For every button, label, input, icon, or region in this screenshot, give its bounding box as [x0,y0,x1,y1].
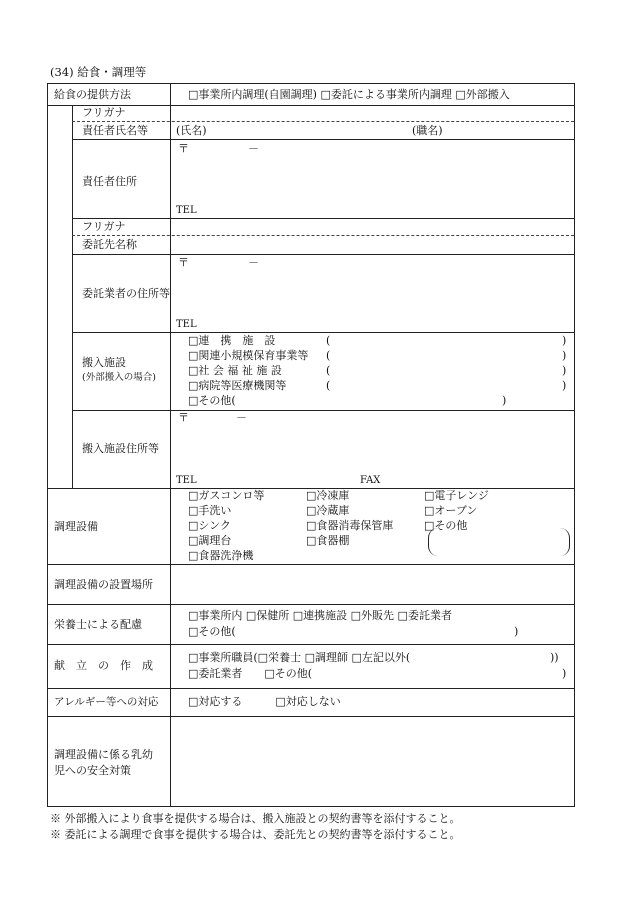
paren-close: ) [562,379,567,392]
allergy-options[interactable]: □対応する □対応しない [188,695,341,708]
postal-mark: 〒 [178,411,189,424]
equipment-option[interactable]: □冷蔵庫 [306,504,350,517]
equipment-option[interactable]: □オーブン [424,504,478,517]
delivery-option[interactable]: □社 会 福 祉 施 設 [188,364,282,377]
equipment-option[interactable]: □電子レンジ [424,489,489,502]
menu-options-staff[interactable]: □事業所職員(□栄養士 □調理師 □左記以外( [188,651,411,664]
manager-name-label: 責任者氏名等 [82,124,148,137]
provision-options[interactable]: □事業所内調理(自園調理) □委託による事業所内調理 □外部搬入 [188,88,510,101]
paren-close: )) [550,651,559,664]
row-divider [72,235,574,236]
footnote-external: ※ 外部搬入により食事を提供する場合は、搬入施設との契約書等を添付すること。 [50,812,461,825]
tel-label: TEL [176,205,197,216]
delivery-option[interactable]: □関連小規模保育事業等 [188,349,309,362]
row-divider [72,254,574,255]
row-divider [48,716,574,717]
equipment-option[interactable]: □食器洗浄機 [188,549,254,562]
equipment-option[interactable]: □食器消毒保管庫 [306,519,394,532]
label-column-divider [170,84,171,806]
nutritionist-other[interactable]: □その他( [188,625,236,638]
nutritionist-label: 栄養士による配慮 [54,618,142,631]
paren-close: ) [562,349,567,362]
manager-position-field[interactable]: (職名) [412,124,443,137]
furigana-label-manager: フリガナ [82,106,126,119]
manager-address-label: 責任者住所 [82,175,137,188]
allergy-label: アレルギー等への対応 [54,696,159,708]
row-divider [48,644,574,645]
tel-label: TEL [176,319,197,330]
postal-dash: － [248,256,259,269]
equipment-option[interactable]: □食器棚 [306,534,350,547]
postal-mark: 〒 [178,256,189,269]
sub-column-divider [72,106,73,488]
menu-options-contractor[interactable]: □委託業者 □その他( [188,667,313,680]
delivery-option[interactable]: □連 携 施 設 [188,334,276,347]
row-divider [48,604,574,605]
delivery-option[interactable]: □その他( [188,394,236,407]
postal-dash: － [248,142,259,155]
paren-close: ) [514,625,519,638]
postal-dash: － [236,411,247,424]
postal-mark: 〒 [178,142,189,155]
row-divider [72,218,574,219]
contractor-label: 委託先名称 [82,238,137,251]
paren-close: ) [562,667,567,680]
paren-open: ( [326,379,331,392]
row-divider [48,105,574,106]
paren-close: ) [562,334,567,347]
row-divider [72,139,574,140]
row-divider [48,688,574,689]
provision-label: 給食の提供方法 [54,88,131,101]
page-title: (34) 給食・調理等 [50,65,147,79]
footnote-contract: ※ 委託による調理で食事を提供する場合は、委託先との契約書等を添付すること。 [50,828,461,841]
row-divider [72,332,574,333]
paren-close: ) [562,364,567,377]
row-divider [72,121,574,122]
paren-close: ) [502,394,507,407]
equipment-option[interactable]: □手洗い [188,504,232,517]
menu-label: 献 立 の 作 成 [54,659,153,672]
row-divider [72,410,574,411]
delivery-facility-sublabel: (外部搬入の場合) [82,372,156,383]
safety-label-line2: 児への安全対策 [54,764,131,777]
equipment-label: 調理設備 [54,520,98,533]
manager-name-field[interactable]: (氏名) [176,124,207,137]
equipment-option[interactable]: □シンク [188,519,231,532]
row-divider [48,564,574,565]
delivery-facility-label: 搬入施設 [82,356,126,369]
delivery-address-label: 搬入施設住所等 [82,442,159,455]
fax-label: FAX [360,475,381,486]
delivery-option[interactable]: □病院等医療機関等 [188,379,287,392]
equipment-option[interactable]: □冷凍庫 [306,489,350,502]
safety-label-line1: 調理設備に係る乳幼 [54,748,153,761]
other-equipment-bracket[interactable] [428,528,570,556]
contractor-address-label: 委託業者の住所等 [82,287,170,300]
equipment-option[interactable]: □その他 [424,519,468,532]
tel-label: TEL [176,475,197,486]
equipment-option[interactable]: □調理台 [188,534,232,547]
nutritionist-options[interactable]: □事業所内 □保健所 □連携施設 □外販先 □委託業者 [188,609,452,622]
paren-open: ( [326,334,331,347]
furigana-label-contractor: フリガナ [82,220,126,233]
equipment-location-label: 調理設備の設置場所 [54,578,153,591]
form-table [47,83,575,807]
equipment-option[interactable]: □ガスコンロ等 [188,489,265,502]
paren-open: ( [326,349,331,362]
paren-open: ( [326,364,331,377]
